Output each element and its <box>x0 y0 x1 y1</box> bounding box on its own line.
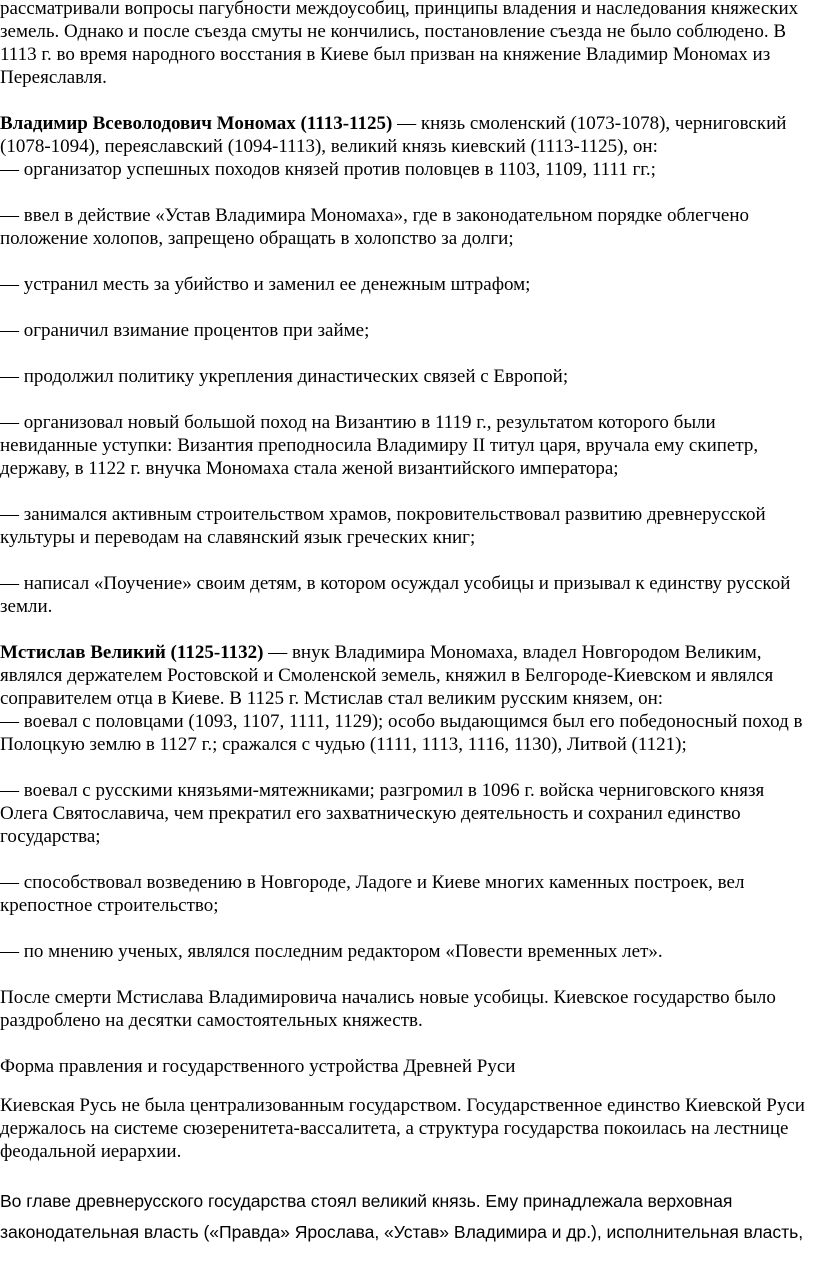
monomakh-item: — устранил месть за убийство и заменил ее денежным штрафом; <box>0 274 531 295</box>
monomakh-item: — написал «Поучение» своим детям, в котором осуждал усобицы и призывал к единству русской земли. <box>0 573 791 617</box>
paragraph-gap <box>0 1078 816 1094</box>
monomakh-item: — продолжил политику укрепления династических связей с Европой; <box>0 366 569 387</box>
paragraph-gap <box>0 917 816 940</box>
monomakh-heading: Владимир Всеволодович Мономах (1113-1125) <box>0 113 393 134</box>
paragraph-gap <box>0 618 816 641</box>
intro-paragraph: рассматривали вопросы пагубности междоусобиц, принципы владения и наследования княжеских земель. Однако и после съезда смуты не кончились, постановление съезда не было соблюдено. В 1113 г. во время народного восстания в Киеве был призван на княжение Владимир Мономах из Переяславля. <box>0 0 799 88</box>
paragraph-gap <box>0 549 816 572</box>
rus-structure-paragraph: Киевская Русь не была централизованным государством. Государственное единство Киевской Руси держалось на системе сюзеренитета-вассалитета, а структура государства покоилась на лестнице феодальной иерархии. <box>0 1095 805 1162</box>
paragraph-gap <box>0 963 816 986</box>
paragraph-gap <box>0 89 816 112</box>
monomakh-intro-text: — князь смоленский (1073-1078), черниговский (1078-1094), переяславский (1094-1113), великий князь киевский (1113-1125), он: <box>0 113 787 157</box>
mstislav-paragraph <box>0 641 816 710</box>
paragraph-gap <box>0 342 816 365</box>
paragraph-gap <box>0 296 816 319</box>
monomakh-item: — организовал новый большой поход на Византию в 1119 г., результатом которого были невиданные уступки: Византия преподносила Владимиру II титул царя, вручала ему скипетр, державу, в 1122 г. внучка Мономаха стала женой византийского императора; <box>0 412 759 479</box>
mstislav-item: — воевал с половцами (1093, 1107, 1111, 1129); особо выдающимся был его победоносный поход в Полоцкую землю в 1127 г.; сражался с чудью (1111, 1113, 1116, 1130), Литвой (1121); <box>0 711 803 755</box>
mstislav-item: — по мнению ученых, являлся последним редактором «Повести временных лет». <box>0 941 663 962</box>
monomakh-paragraph <box>0 112 816 158</box>
monomakh-item: — занимался активным строительством храмов, покровительствовал развитию древнерусской культуры и переводам на славянский язык греческих книг; <box>0 504 766 548</box>
monomakh-item: — ограничил взимание процентов при займе; <box>0 320 370 341</box>
mstislav-item: — способствовал возведению в Новгороде, Ладоге и Киеве многих каменных построек, вел крепостное строительство; <box>0 872 745 916</box>
paragraph-gap <box>0 756 816 779</box>
paragraph-gap <box>0 388 816 411</box>
paragraph-gap <box>0 181 816 204</box>
mstislav-intro-text: — внук Владимира Мономаха, владел Новгородом Великим, являлся держателем Ростовской и Смоленской земель, княжил в Белгороде-Киевском и являлся соправителем отца в Киеве. В 1125 г. Мстислав стал великим русским князем, он: <box>0 642 774 709</box>
mstislav-item: — воевал с русскими князьями-мятежниками; разгромил в 1096 г. войска черниговского князя Олега Святославича, чем прекратил его захватническую деятельность и сохранил единство государства; <box>0 780 765 847</box>
after-death-paragraph: После смерти Мстислава Владимировича начались новые усобицы. Киевское государство было раздроблено на десятки самостоятельных княжеств. <box>0 987 776 1031</box>
paragraph-gap <box>0 848 816 871</box>
section-title: Форма правления и государственного устройства Древней Руси <box>0 1056 516 1077</box>
monomakh-item: — ввел в действие «Устав Владимира Мономаха», где в законодательном порядке облегчено положение холопов, запрещено обращать в холопство за долги; <box>0 205 750 249</box>
paragraph-gap <box>0 250 816 273</box>
paragraph-gap <box>0 480 816 503</box>
mstislav-heading: Мстислав Великий (1125-1132) <box>0 642 264 663</box>
paragraph-gap <box>0 1032 816 1055</box>
paragraph-gap <box>0 1163 816 1186</box>
monomakh-item: — организатор успешных походов князей против половцев в 1103, 1109, 1111 гг.; <box>0 159 656 180</box>
grand-prince-paragraph: Во главе древнерусского государства стоял великий князь. Ему принадлежала верховная законодательная власть («Правда» Ярослава, «Устав» Владимира и др.), исполнительная власть, <box>0 1191 804 1242</box>
